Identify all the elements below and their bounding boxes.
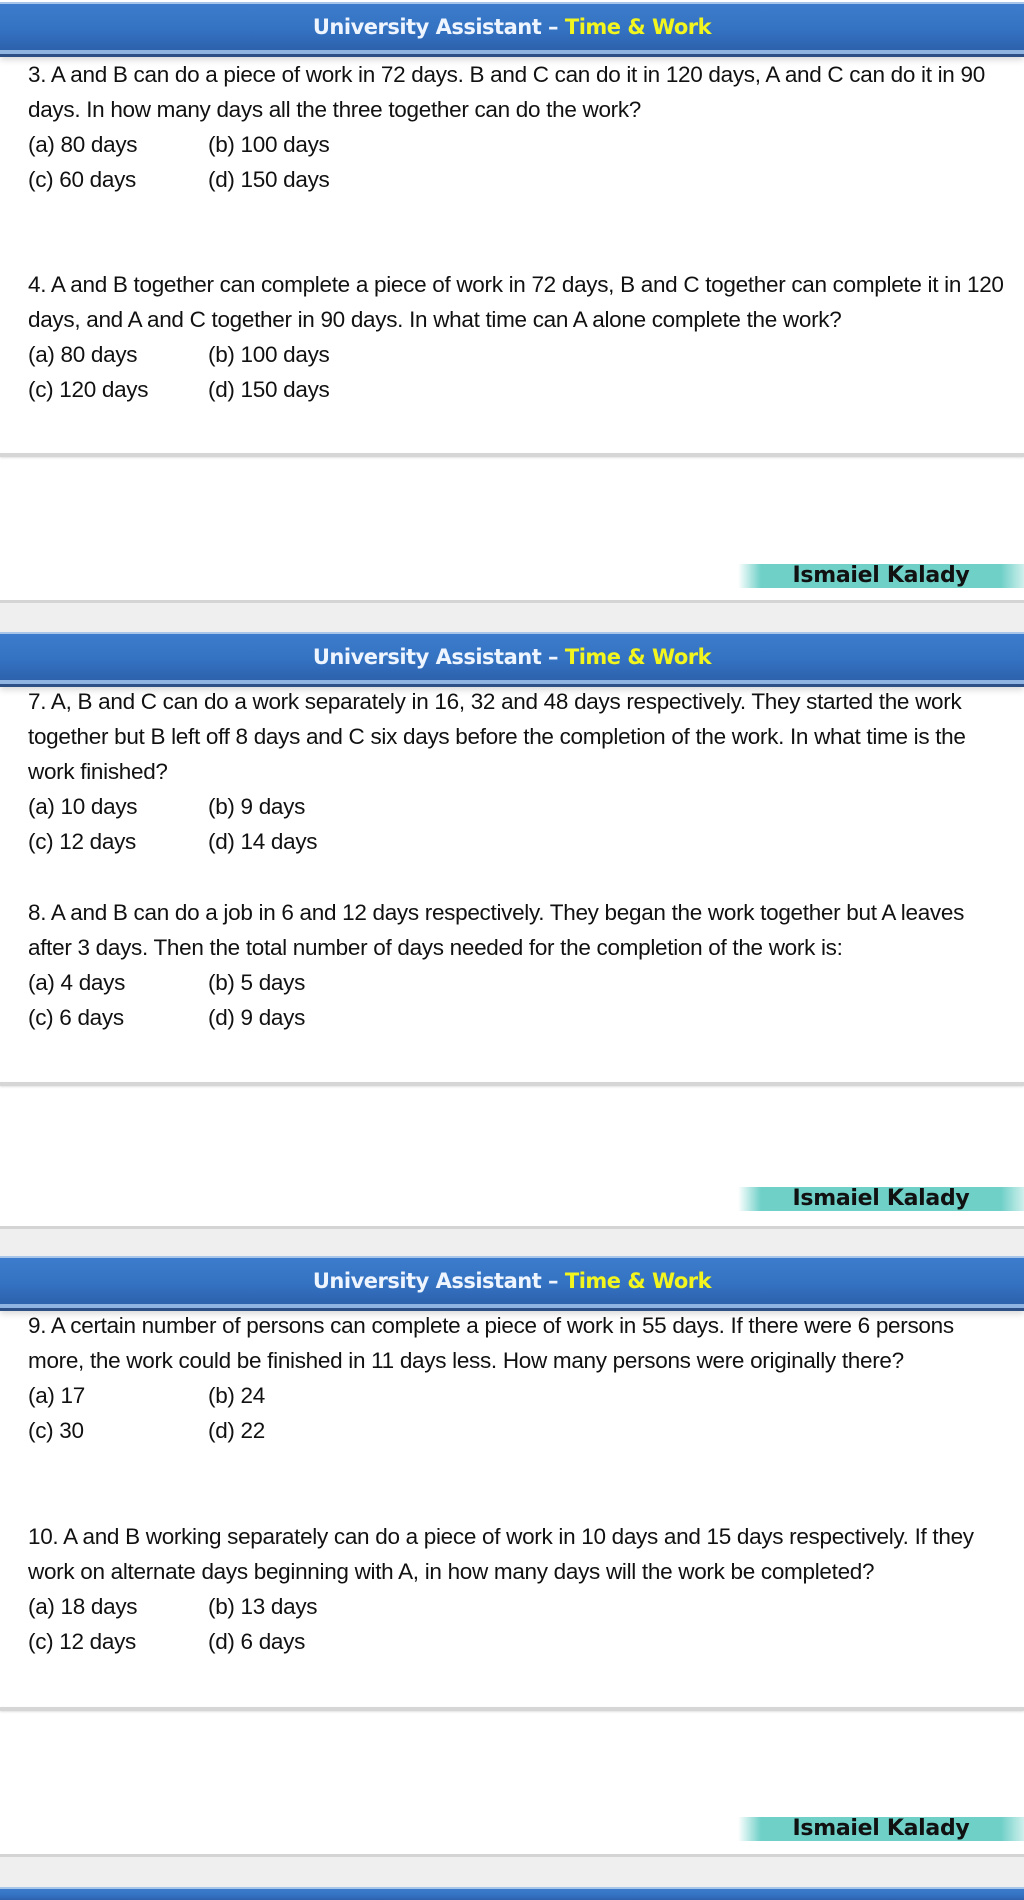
option-d: (d) 150 days — [208, 377, 330, 402]
header-title: University Assistant – Time & Work — [312, 645, 712, 669]
option-c: (c) 12 days — [28, 1629, 136, 1654]
question-text: 7. A, B and C can do a work separately in 16, 32 and 48 days respectively. They started the work together but B left off 8 days and C six days before the completion of the work. In what time is the work finished? — [28, 689, 966, 784]
option-b: (b) 9 days — [208, 794, 306, 819]
header-title: University Assistant – Time & Work — [312, 1269, 712, 1293]
question-4 — [28, 267, 1008, 407]
author-name: Ismaiel Kalady — [792, 1186, 970, 1211]
slide-header — [0, 632, 1024, 680]
option-d: (d) 150 days — [208, 167, 330, 192]
option-d: (d) 9 days — [208, 1005, 306, 1030]
question-3 — [28, 57, 1008, 197]
content-divider — [0, 1082, 1024, 1086]
options — [28, 127, 1008, 197]
option-c: (c) 6 days — [28, 1005, 124, 1030]
option-a: (a) 10 days — [28, 794, 138, 819]
options — [28, 1378, 1008, 1448]
slide-1 — [0, 0, 1024, 604]
question-text: 4. A and B together can complete a piece of work in 72 days, B and C together can complete it in 120 days, and A and C together in 90 days. In what time can A alone complete the work? — [28, 272, 1004, 332]
content-divider — [0, 1707, 1024, 1711]
slide-header — [0, 1256, 1024, 1304]
option-a: (a) 4 days — [28, 970, 126, 995]
slide-separator — [0, 1226, 1024, 1258]
question-7 — [28, 684, 1008, 859]
content-divider — [0, 453, 1024, 457]
author-badge — [738, 1187, 1024, 1211]
option-b: (b) 100 days — [208, 132, 330, 157]
options — [28, 965, 1008, 1035]
question-10 — [28, 1519, 1008, 1659]
option-b: (b) 13 days — [208, 1594, 318, 1619]
slide-2 — [0, 632, 1024, 1230]
question-9 — [28, 1308, 1008, 1448]
option-a: (a) 17 — [28, 1383, 85, 1408]
option-c: (c) 60 days — [28, 167, 136, 192]
author-name: Ismaiel Kalady — [792, 563, 970, 588]
option-d: (d) 14 days — [208, 829, 318, 854]
slide-header — [0, 2, 1024, 50]
option-b: (b) 100 days — [208, 342, 330, 367]
option-c: (c) 120 days — [28, 377, 149, 402]
option-c: (c) 30 — [28, 1418, 84, 1443]
options — [28, 337, 1008, 407]
slide-separator — [0, 600, 1024, 632]
option-d: (d) 22 — [208, 1418, 265, 1443]
author-badge — [738, 564, 1024, 588]
option-b: (b) 5 days — [208, 970, 306, 995]
question-text: 3. A and B can do a piece of work in 72 days. B and C can do it in 120 days, A and C can do it in 90 days. In how many days all the three together can do the work? — [28, 62, 985, 122]
question-text: 10. A and B working separately can do a piece of work in 10 days and 15 days respectively. If they work on alternate days beginning with A, in how many days will the work be completed? — [28, 1524, 974, 1584]
option-a: (a) 80 days — [28, 132, 138, 157]
option-a: (a) 18 days — [28, 1594, 138, 1619]
option-d: (d) 6 days — [208, 1629, 306, 1654]
author-badge — [738, 1817, 1024, 1841]
option-b: (b) 24 — [208, 1383, 265, 1408]
slide-3 — [0, 1256, 1024, 1856]
options — [28, 789, 1008, 859]
header-title: University Assistant – Time & Work — [312, 15, 712, 39]
option-a: (a) 80 days — [28, 342, 138, 367]
options — [28, 1589, 1008, 1659]
author-name: Ismaiel Kalady — [792, 1816, 970, 1841]
slide-separator — [0, 1854, 1024, 1889]
next-slide-header-partial — [0, 1887, 1024, 1900]
question-8 — [28, 895, 1008, 1035]
option-c: (c) 12 days — [28, 829, 136, 854]
question-text: 9. A certain number of persons can complete a piece of work in 55 days. If there were 6 persons more, the work could be finished in 11 days less. How many persons were originally there? — [28, 1313, 954, 1373]
question-text: 8. A and B can do a job in 6 and 12 days respectively. They began the work together but A leaves after 3 days. Then the total number of days needed for the completion of the work is: — [28, 900, 965, 960]
